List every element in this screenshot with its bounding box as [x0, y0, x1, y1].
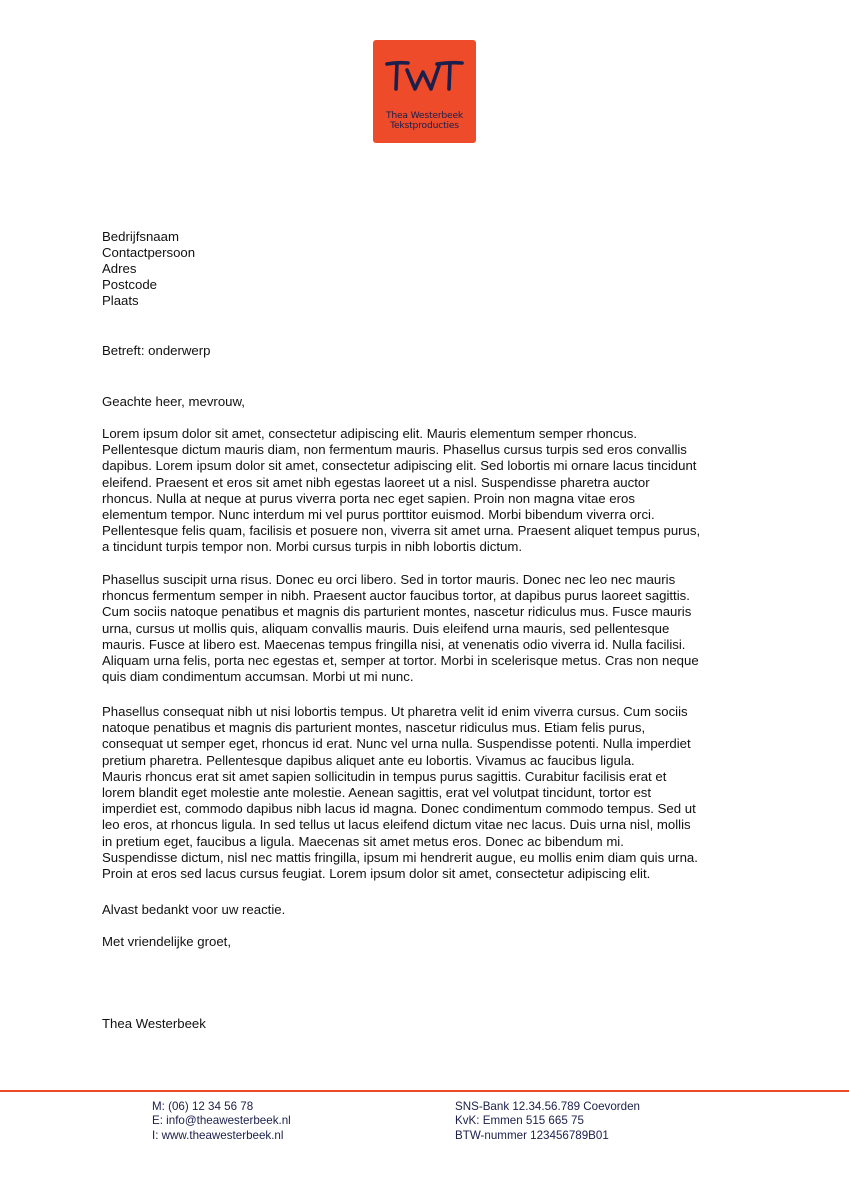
closing-thanks: Alvast bedankt voor uw reactie.: [102, 902, 286, 917]
recipient-contact: Contactpersoon: [102, 245, 196, 260]
company-logo: [373, 40, 476, 143]
footer-kvk: KvK: Emmen 515 665 75: [455, 1114, 584, 1128]
body-paragraph-1: [102, 426, 762, 556]
footer-email[interactable]: E: info@theawesterbeek.nl: [152, 1114, 291, 1128]
logo-company-tagline: Tekstproducties: [390, 120, 459, 131]
recipient-city: Plaats: [102, 293, 139, 308]
logo-company-name: Thea Westerbeek: [385, 110, 464, 121]
paragraph-line: pretium pharetra. Pellentesque dapibus aliquet ante eu lobortis. Vivamus ac faucibus ligula.: [102, 752, 635, 768]
salutation: Geachte heer, mevrouw,: [102, 394, 245, 409]
subject-line: Betreft: onderwerp: [102, 343, 211, 358]
paragraph-line: Suspendisse dictum, nisl nec mattis fringilla, ipsum mi hendrerit augue, eu mollis enim diam quis urna.: [102, 849, 698, 865]
paragraph-line: Cum sociis natoque penatibus et magnis dis parturient montes, nascetur ridiculus mus. Fusce mauris: [102, 604, 692, 620]
footer-contact-column: [152, 1100, 291, 1143]
paragraph-line: leo eros, at rhoncus ligula. In sed tellus ut lacus eleifend dictum vitae nec lacus. Duis urna nisl, mollis: [102, 817, 691, 833]
paragraph-line: eleifend. Praesent et eros sit amet nibh egestas laoreet ut a nisl. Suspendisse pharetra auctor: [102, 474, 650, 490]
paragraph-line: a tincidunt turpis tempor non. Morbi cursus turpis in nibh lobortis dictum.: [102, 539, 522, 555]
signature-name: Thea Westerbeek: [102, 1016, 206, 1031]
paragraph-line: elementum tempor. Nunc interdum mi vel purus porttitor euismod. Morbi bibendum viverra orci.: [102, 507, 655, 523]
paragraph-line: Phasellus consequat nibh ut nisi lobortis tempus. Ut pharetra velit id enim viverra cursus. Cum sociis: [102, 704, 688, 719]
paragraph-line: Lorem ipsum dolor sit amet, consectetur adipiscing elit. Mauris elementum semper rhoncus.: [102, 426, 638, 441]
paragraph-line: rhoncus fermentum semper in nibh. Praesent auctor faucibus tortor, at dapibus purus laoreet sagittis.: [102, 588, 690, 604]
closing-greeting: Met vriendelijke groet,: [102, 934, 232, 949]
recipient-postcode: Postcode: [102, 277, 157, 292]
paragraph-line: Pellentesque dictum mauris diam, non fermentum mauris. Phasellus cursus turpis sed eros convallis: [102, 442, 687, 458]
recipient-address: Adres: [102, 261, 137, 276]
twt-logo-mark-icon: [373, 54, 476, 94]
footer-bank: SNS-Bank 12.34.56.789 Coevorden: [455, 1100, 640, 1113]
paragraph-line: natoque penatibus et magnis dis parturient montes, nascetur ridiculus mus. Etiam felis purus,: [102, 720, 646, 736]
footer-business-column: [455, 1100, 640, 1143]
footer-website[interactable]: I: www.theawesterbeek.nl: [152, 1128, 284, 1142]
footer-divider: [0, 1090, 849, 1092]
body-paragraph-2: [102, 572, 762, 685]
paragraph-line: in pretium eget, faucibus a ligula. Maecenas sit amet metus eros. Donec ac bibendum mi.: [102, 833, 624, 849]
paragraph-line: urna, cursus ut mollis quis, aliquam convallis mauris. Duis eleifend urna mauris, sed pellentesque: [102, 620, 670, 636]
paragraph-line: Mauris rhoncus erat sit amet sapien sollicitudin in tempus purus sagittis. Curabitur facilisis erat et: [102, 768, 667, 784]
paragraph-line: consequat ut semper eget, rhoncus id erat. Nunc vel urna nulla. Suspendisse potenti. Nulla imperdiet: [102, 736, 691, 752]
recipient-company: Bedrijfsnaam: [102, 229, 179, 244]
paragraph-line: rhoncus. Nulla at neque at purus viverra porta nec eget sapien. Proin non magna vitae eros: [102, 490, 635, 506]
paragraph-line: imperdiet est, commodo dapibus nibh lacus id magna. Donec condimentum commodo tempus. Sed ut: [102, 801, 696, 817]
footer-phone: M: (06) 12 34 56 78: [152, 1100, 254, 1113]
paragraph-line: mauris. Fusce at libero est. Maecenas tempus fringilla nisi, at venenatis odio viverra id. Nulla facilisi.: [102, 636, 686, 652]
paragraph-line: dapibus. Lorem ipsum dolor sit amet, consectetur adipiscing elit. Sed lobortis mi ornare lacus tincidunt: [102, 458, 697, 474]
paragraph-line: Aliquam urna felis, porta nec egestas et, semper at tortor. Morbi in scelerisque metus. Cras non neque: [102, 653, 699, 669]
paragraph-line: Proin at eros sed lacus cursus feugiat. Lorem ipsum dolor sit amet, consectetur adipiscing elit.: [102, 866, 651, 882]
paragraph-line: lorem blandit eget molestie ante molestie. Aenean sagittis, erat vel volutpat tincidunt, tortor est: [102, 785, 652, 801]
body-paragraph-3: [102, 704, 762, 882]
paragraph-line: Phasellus suscipit urna risus. Donec eu orci libero. Sed in tortor mauris. Donec nec leo nec mauris: [102, 572, 676, 587]
paragraph-line: quis diam condimentum accumsan. Morbi ut mi nunc.: [102, 669, 414, 685]
paragraph-line: Pellentesque felis quam, facilisis et posuere non, viverra sit amet urna. Praesent aliquet tempus purus,: [102, 523, 701, 539]
footer-vat: BTW-nummer 123456789B01: [455, 1128, 609, 1142]
